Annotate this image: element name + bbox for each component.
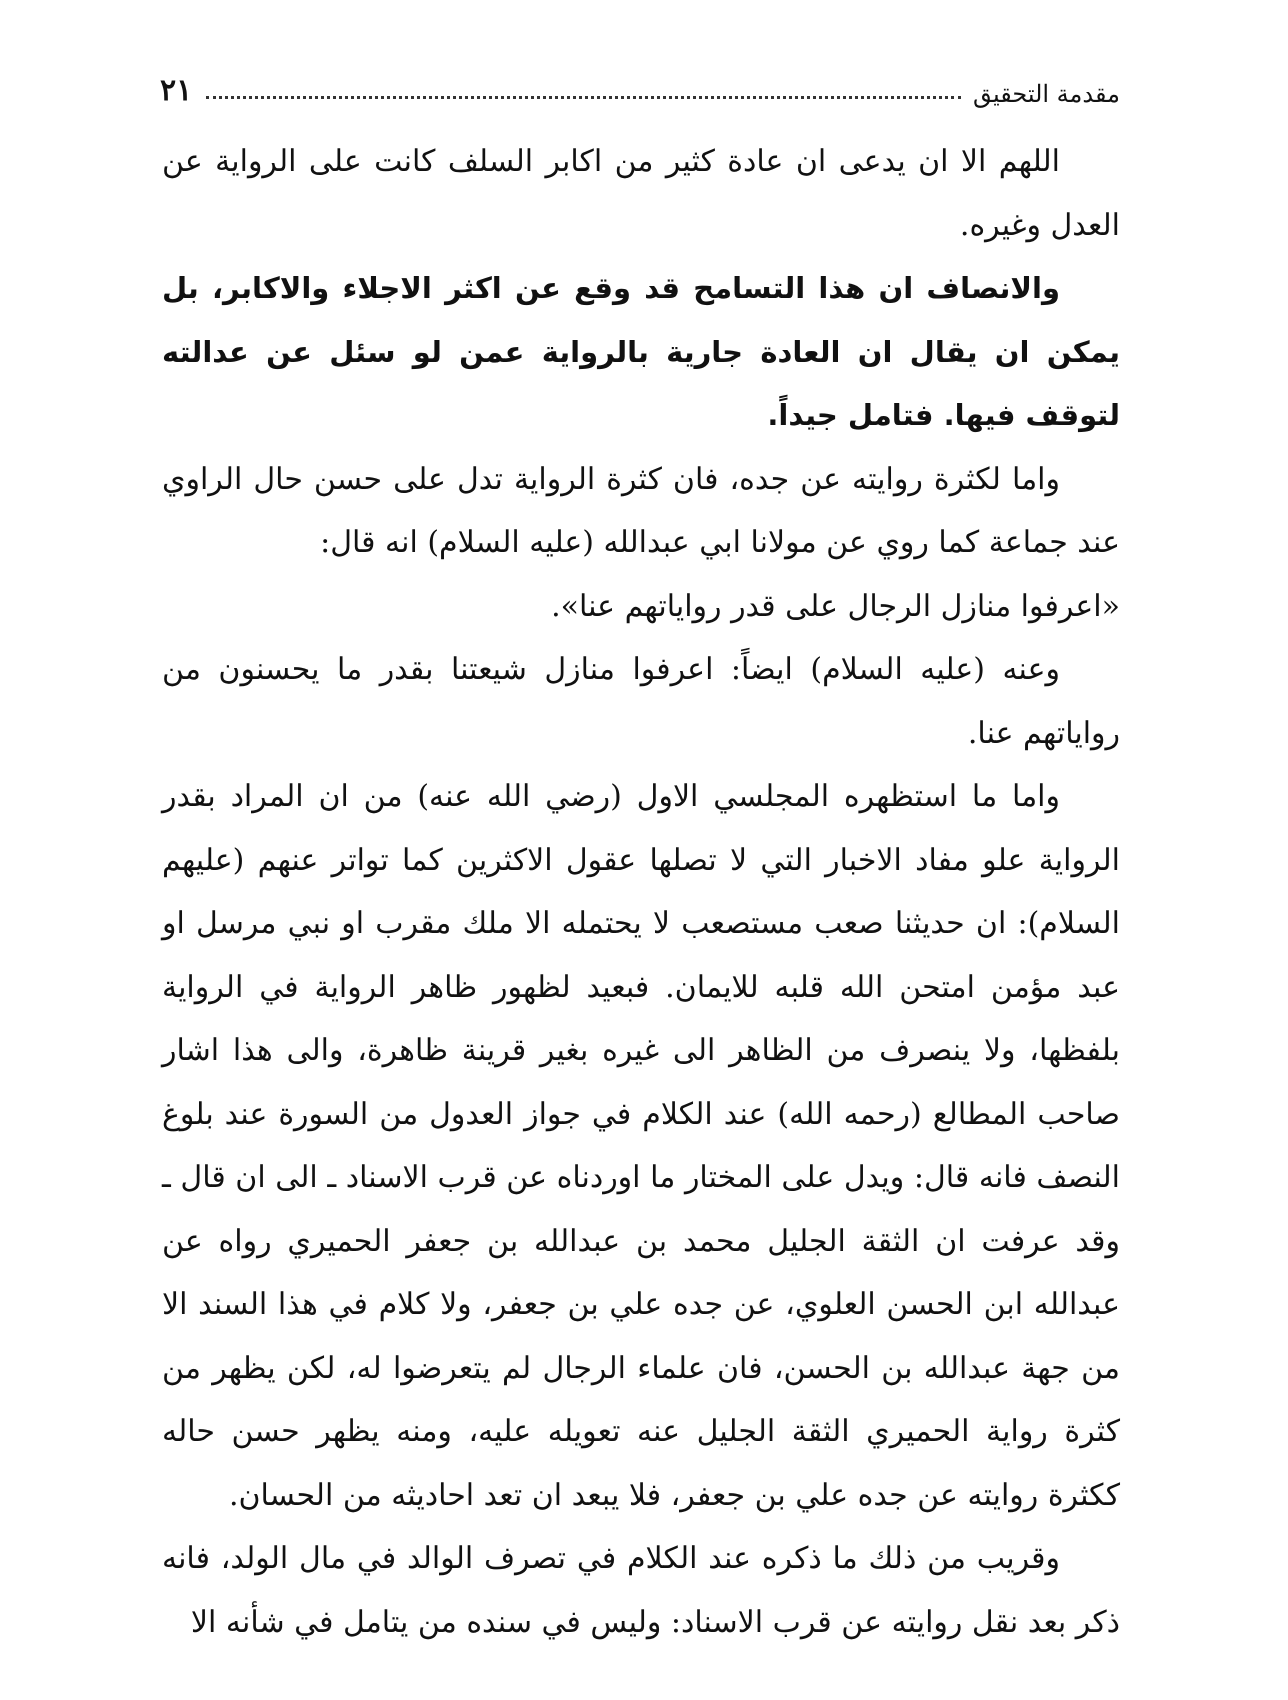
paragraph-5: وعنه (عليه السلام) ايضاً: اعرفوا منازل شيعتنا بقدر ما يحسنون من رواياتهم عنا. <box>162 652 1120 751</box>
running-header <box>160 58 1120 108</box>
paragraph-6: واما ما استظهره المجلسي الاول (رضي الله عنه) من ان المراد بقدر الرواية علو مفاد الاخبار التي لا تصلها عقول الاكثرين كما تواتر عنهم (عليهم السلام): ان حديثنا صعب مستصعب لا يحتمله الا ملك مقرب او نبي مرسل او عبد مؤمن امتحن الله قلبه للايمان. فبعيد لظهور ظاهر الرواية في الرواية بلفظها، ولا ينصرف من الظاهر الى غيره بغير قرينة ظاهرة، والى هذا اشار صاحب المطالع (رحمه الله) عند الكلام في جواز العدول من السورة عند بلوغ النصف فانه قال: ويدل على المختار ما اوردناه عن قرب الاسناد ـ الى ان قال ـ وقد عرفت ان الثقة الجليل محمد بن عبدالله بن جعفر الحميري رواه عن عبدالله ابن الحسن العلوي، عن جده علي بن جعفر، ولا كلام في هذا السند الا من جهة عبدالله بن الحسن، فان علماء الرجال لم يتعرضوا له، لكن يظهر من كثرة رواية الحميري الثقة الجليل عنه تعويله عليه، ومنه يظهر حسن حاله ككثرة روايته عن جده علي بن جعفر، فلا يبعد ان تعد احاديثه من الحسان. <box>162 779 1120 1513</box>
paragraph-3: واما لكثرة روايته عن جده، فان كثرة الرواية تدل على حسن حال الراوي عند جماعة كما روي عن مولانا ابي عبدالله (عليه السلام) انه قال: <box>162 461 1120 560</box>
header-title: مقدمة التحقيق <box>972 80 1120 108</box>
quoted-hadith: «اعرفوا منازل الرجال على قدر رواياتهم عنا». <box>551 588 1120 624</box>
body-text <box>162 130 1120 1654</box>
page-number: ٢١ <box>160 73 193 108</box>
paragraph-2: والانصاف ان هذا التسامح قد وقع عن اكثر الاجلاء والاكابر، بل يمكن ان يقال ان العادة جارية بالرواية عمن لو سئل عن عدالته لتوقف فيها. فتامل جيداً. <box>162 271 1120 432</box>
paragraph-7: وقريب من ذلك ما ذكره عند الكلام في تصرف الوالد في مال الولد، فانه ذكر بعد نقل روايته عن قرب الاسناد: وليس في سنده من يتامل في شأنه الا <box>162 1541 1120 1640</box>
header-dotted-leader <box>206 96 961 99</box>
paragraph-1: اللهم الا ان يدعى ان عادة كثير من اكابر السلف كانت على الرواية عن العدل وغيره. <box>162 144 1120 243</box>
